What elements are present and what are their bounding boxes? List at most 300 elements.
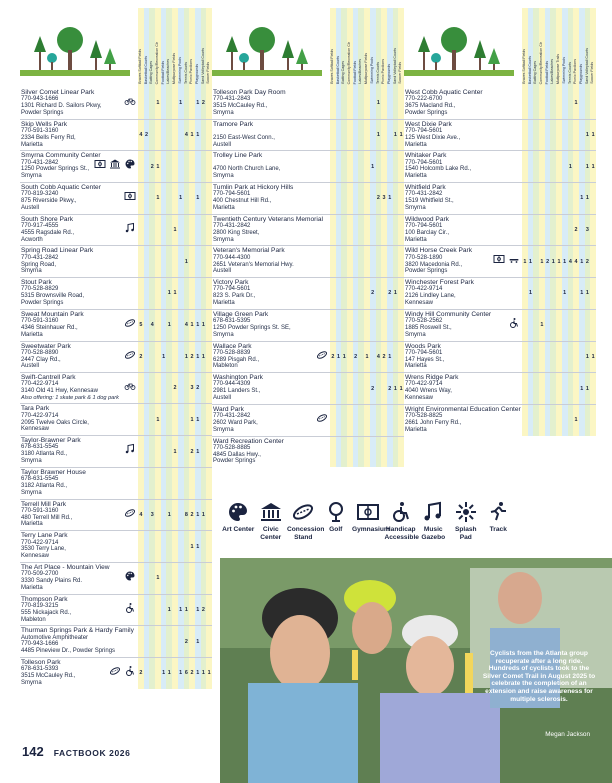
- facility-column-header: [590, 8, 596, 88]
- park-detail: 2800 King Street,: [213, 229, 260, 236]
- park-detail: 770-917-4555: [21, 223, 59, 230]
- park-info: [20, 626, 138, 657]
- amenity-icons: [507, 316, 521, 328]
- facility-count: 1: [341, 342, 347, 373]
- park-info: [20, 120, 138, 151]
- park-detail: Austell: [213, 268, 232, 275]
- park-row: [20, 183, 212, 215]
- facility-count: 2: [585, 246, 591, 277]
- park-detail: Smyrna: [21, 173, 42, 180]
- facility-label: Swimming Pools: [561, 57, 566, 84]
- facility-label: Football Fields: [544, 60, 549, 84]
- park-detail: 555 Nickajack Rd.,: [21, 609, 72, 616]
- facility-count: 1: [393, 373, 399, 404]
- facility-count: [398, 437, 404, 468]
- park-detail: Acworth: [21, 236, 43, 243]
- park-detail: 1885 Roswell St.,: [405, 324, 452, 331]
- music-icon: [123, 442, 137, 454]
- park-row: [212, 278, 404, 310]
- park-detail: Austell: [213, 395, 232, 402]
- golf-icon: [320, 498, 353, 526]
- park-detail: Smyrna: [21, 458, 42, 465]
- facility-label: Braves Softball Fields: [330, 49, 334, 84]
- facility-count: 1: [387, 342, 393, 373]
- park-detail: 770-528-8885: [213, 444, 251, 451]
- facility-counts: [330, 246, 404, 277]
- facility-counts: [138, 500, 212, 531]
- facility-count: 2: [353, 342, 359, 373]
- park-detail: 770-431-2842: [213, 413, 251, 420]
- park-detail: Smyrna: [213, 331, 234, 338]
- facility-label: Swimming Pools: [177, 57, 182, 84]
- facility-count: 2: [189, 500, 195, 531]
- park-name: Village Green Park: [213, 310, 269, 318]
- facility-count: 8: [184, 500, 190, 531]
- amenity-icons: [123, 601, 137, 613]
- legend-label: Golf: [329, 526, 343, 533]
- park-info: [404, 246, 522, 277]
- park-info: [404, 215, 522, 246]
- park-detail: 770-528-2562: [405, 318, 443, 325]
- park-detail: 770-794-5601: [405, 223, 443, 230]
- facility-count: 1: [376, 88, 382, 119]
- legend-label: Art Center: [222, 526, 255, 533]
- facility-label: Tennis Courts: [183, 62, 188, 84]
- park-row: [20, 595, 212, 627]
- park-info: [404, 151, 522, 182]
- legend-label: Splash Pad: [454, 526, 477, 541]
- legend-label: Music Gazebo: [421, 526, 446, 541]
- park-info: [20, 151, 138, 182]
- park-name: Ward Park: [213, 405, 244, 413]
- park-info: [20, 468, 138, 499]
- facility-count: 1: [195, 531, 201, 562]
- facility-counts: [138, 404, 212, 435]
- park-name: Taylor-Brawner Park: [21, 437, 81, 445]
- column-header: [404, 8, 596, 88]
- legend-item: [482, 498, 515, 554]
- facility-count: 2: [370, 278, 376, 309]
- park-detail: Marietta: [405, 141, 427, 148]
- facility-count: 4: [138, 120, 144, 151]
- park-name: Silver Comet Linear Park: [21, 89, 95, 96]
- park-row: [212, 437, 404, 468]
- facility-count: 1: [178, 658, 184, 689]
- park-row: [212, 342, 404, 374]
- facility-count: 1: [184, 342, 190, 373]
- park-info: [20, 310, 138, 341]
- park-detail: [213, 128, 329, 135]
- park-row: [20, 563, 212, 595]
- park-info: [404, 183, 522, 214]
- facility-counts: [330, 183, 404, 214]
- facility-count: 1: [550, 246, 556, 277]
- facility-count: [590, 373, 596, 404]
- facility-count: 1: [579, 373, 585, 404]
- handicap-icon: [507, 316, 521, 328]
- facility-count: 1: [195, 500, 201, 531]
- park-info: [20, 595, 138, 626]
- legend-label: Civic Center: [260, 526, 282, 541]
- park-detail: 2095 Twelve Oaks Circle,: [21, 419, 89, 426]
- park-detail: 770-422-9714: [21, 539, 59, 546]
- facility-counts: [138, 626, 212, 657]
- facility-count: 2: [545, 246, 551, 277]
- facility-count: [590, 310, 596, 341]
- park-row: [212, 373, 404, 405]
- park-detail: 3330 Sandy Plains Rd.: [21, 578, 83, 585]
- facility-count: 1: [189, 404, 195, 435]
- amenity-icons: [123, 506, 137, 518]
- facility-counts: [138, 436, 212, 467]
- facility-counts: [138, 278, 212, 309]
- concession-icon: [123, 348, 137, 360]
- photo-caption: Cyclists from the Atlanta group recuperate after a long ride. Hundreds of cyclists took to the Silver Comet Trail in August 2025 to celebrate the completion of an extension and raise awareness for multiple sclerosis.: [482, 650, 596, 703]
- park-name: Stout Park: [21, 279, 52, 287]
- facility-count: [206, 595, 212, 626]
- facility-count: 1: [585, 151, 591, 182]
- park-detail: 678-631-5395: [213, 318, 251, 325]
- amenity-icons: [123, 348, 137, 360]
- facility-counts: [138, 88, 212, 119]
- park-detail: Marietta: [405, 426, 427, 433]
- facility-count: 1: [161, 658, 167, 689]
- park-name: Winchester Forest Park: [405, 279, 474, 287]
- facility-label: Sand Volleyball Courts: [200, 47, 205, 84]
- splash-icon: [450, 498, 483, 526]
- facility-count: [206, 531, 212, 562]
- park-detail: 3182 Atlanta Rd.,: [21, 482, 68, 489]
- facility-counts: [138, 373, 212, 403]
- facility-counts: [330, 373, 404, 404]
- facility-label: Soccer Fields: [398, 62, 403, 84]
- legend-item: [352, 498, 390, 554]
- facility-count: [590, 215, 596, 246]
- facility-count: 1: [364, 342, 370, 373]
- park-detail: 678-631-5545: [21, 444, 59, 451]
- concession-icon: [315, 411, 329, 423]
- park-detail: Powder Springs: [213, 458, 256, 465]
- park-name: Trolley Line Park: [213, 152, 263, 160]
- column-header: [212, 8, 404, 88]
- facility-label: Multipurpose Fields: [364, 52, 369, 84]
- facility-count: 1: [585, 342, 591, 373]
- facility-count: 3: [149, 500, 155, 531]
- facility-label: Basketball Courts: [143, 55, 148, 84]
- civic-icon: [255, 498, 288, 526]
- park-detail: 4845 Dallas Hwy.,: [213, 451, 261, 458]
- park-name: Wildwood Park: [405, 215, 449, 223]
- park-name: Thurman Springs Park & Hardy Family: [21, 627, 134, 635]
- park-detail: 2651 Veteran's Memorial Hwy.: [213, 261, 294, 268]
- park-info: [404, 373, 522, 404]
- facility-count: 1: [172, 215, 178, 246]
- trees-illustration: [20, 18, 130, 76]
- park-row: [404, 310, 596, 342]
- park-detail: Kennesaw: [405, 300, 434, 307]
- park-detail: 2661 John Ferry Rd.,: [405, 419, 462, 426]
- park-name: Sweetwater Park: [21, 342, 71, 350]
- facility-label: Batting Cages: [341, 61, 346, 84]
- park-detail: Powder Springs: [21, 109, 64, 116]
- park-detail: Smyrna: [405, 204, 426, 211]
- park-detail: 3675 Macland Rd.,: [405, 103, 456, 110]
- park-detail: Kennesaw: [21, 553, 50, 560]
- park-detail: 770-528-8839: [213, 349, 251, 356]
- legend-item: [255, 498, 288, 554]
- concession-icon: [123, 316, 137, 328]
- park-detail: Marietta: [405, 363, 427, 370]
- facility-count: 1: [206, 658, 212, 689]
- facility-counts: [522, 88, 596, 119]
- facility-label: Sand Volleyball Courts: [392, 47, 397, 84]
- facility-count: 1: [166, 310, 172, 341]
- facility-count: 1: [398, 373, 404, 404]
- facility-count: 1: [573, 405, 579, 436]
- park-detail: 4700 North Church Lane,: [213, 166, 281, 173]
- facility-label: Basketball Courts: [335, 55, 340, 84]
- park-detail: 770-431-2842: [213, 223, 251, 230]
- facility-count: 1: [195, 120, 201, 151]
- park-detail: 2150 East-West Conn.,: [213, 134, 275, 141]
- park-row: [404, 120, 596, 152]
- facility-count: 1: [172, 278, 178, 309]
- facility-count: 1: [336, 342, 342, 373]
- facility-count: 1: [195, 310, 201, 341]
- facility-count: 1: [155, 404, 161, 435]
- facility-count: 1: [172, 436, 178, 467]
- facility-count: 2: [172, 373, 178, 403]
- cyclists-photo: [220, 558, 612, 783]
- park-detail: Marietta: [21, 521, 43, 528]
- civic-icon: [108, 157, 122, 169]
- facility-counts: [138, 310, 212, 341]
- park-row: [404, 278, 596, 310]
- facility-counts: [522, 183, 596, 214]
- park-name: Tramore Park: [213, 120, 254, 128]
- facility-label: Braves Softball Fields: [138, 49, 142, 84]
- facility-header: [522, 8, 596, 88]
- facility-label: Soccer Fields: [590, 62, 595, 84]
- park-row: [20, 151, 212, 183]
- park-row: [212, 246, 404, 278]
- park-row: [212, 151, 404, 183]
- facility-count: 1: [155, 563, 161, 594]
- park-name: Twentieth Century Veterans Memorial: [213, 215, 323, 223]
- park-name: Wright Environmental Education Center: [405, 405, 521, 413]
- park-row: [20, 626, 212, 658]
- park-info: [212, 120, 330, 151]
- facility-label: Multipurpose Trails: [556, 53, 561, 84]
- park-info: [20, 88, 138, 119]
- park-info: [404, 342, 522, 373]
- park-row: [20, 658, 212, 689]
- facility-label: Batting Cages: [149, 61, 154, 84]
- facility-counts: [138, 658, 212, 689]
- legend-item: [320, 498, 353, 554]
- park-name: Taylor Brawner House: [21, 468, 86, 476]
- park-row: [20, 310, 212, 342]
- page-footer: [22, 744, 130, 759]
- facility-counts: [138, 342, 212, 373]
- park-name: Whitaker Park: [405, 152, 447, 160]
- park-detail: Smyrna: [21, 679, 42, 686]
- park-detail: 770-794-5601: [405, 349, 443, 356]
- park-detail: Smyrna: [21, 268, 42, 275]
- park-info: [212, 405, 330, 436]
- amenity-icons: [93, 157, 137, 169]
- park-row: [212, 183, 404, 215]
- park-info: [212, 88, 330, 119]
- park-info: [20, 500, 138, 531]
- trees-illustration: [404, 18, 514, 76]
- park-detail: Smyrna: [21, 489, 42, 496]
- park-detail: Marietta: [405, 236, 427, 243]
- park-name: Woods Park: [405, 342, 441, 350]
- facility-counts: [138, 531, 212, 562]
- column-header: [20, 8, 212, 88]
- amenity-icons: [123, 221, 137, 233]
- park-name: Windy Hill Community Center: [405, 310, 492, 318]
- facility-label: Playgrounds: [386, 64, 391, 84]
- park-detail: Mableton: [21, 616, 46, 623]
- facility-count: 1: [398, 120, 404, 151]
- park-detail: 400 Chestnut Hill Rd.,: [213, 198, 272, 205]
- park-detail: 770-794-5601: [213, 191, 251, 198]
- park-detail: 125 West Dixie Ave.,: [405, 134, 461, 141]
- park-detail: 770-943-1666: [21, 96, 59, 103]
- facility-count: 1: [201, 500, 207, 531]
- facility-counts: [522, 342, 596, 373]
- park-detail: 100 Barclay Cir.,: [405, 229, 450, 236]
- facility-count: 2: [138, 342, 144, 373]
- facility-counts: [522, 373, 596, 404]
- park-detail: Automotive Amphitheater: [21, 634, 89, 641]
- facility-count: [206, 626, 212, 657]
- track-icon: [482, 498, 515, 526]
- park-row: [20, 436, 212, 468]
- park-detail: 4346 Steinhauer Rd.,: [21, 324, 78, 331]
- facility-count: 1: [539, 310, 545, 341]
- facility-count: [590, 246, 596, 277]
- park-detail: Spring Road,: [21, 261, 57, 268]
- facility-count: 5: [138, 310, 144, 341]
- facility-count: 2: [573, 215, 579, 246]
- facility-counts: [330, 437, 404, 468]
- park-name: Veteran's Memorial Park: [213, 247, 285, 255]
- park-detail: 3140 Old 41 Hwy, Kennesaw: [21, 388, 98, 395]
- facility-count: 1: [201, 658, 207, 689]
- concession-icon: [123, 506, 137, 518]
- park-detail: 770-431-2842: [21, 159, 59, 166]
- park-detail: Kennesaw: [21, 426, 50, 433]
- facility-counts: [522, 278, 596, 309]
- facility-count: 1: [528, 246, 534, 277]
- facility-count: 1: [189, 120, 195, 151]
- facility-count: 2: [330, 342, 336, 373]
- park-column-2: [212, 8, 404, 467]
- park-name: Wallace Park: [213, 342, 252, 350]
- facility-count: 1: [195, 595, 201, 626]
- park-name: Washington Park: [213, 374, 263, 382]
- book-title: FACTBOOK 2026: [53, 748, 131, 758]
- facility-count: 1: [189, 310, 195, 341]
- facility-count: [590, 278, 596, 309]
- park-detail: 3515 McCauley Rd.,: [213, 103, 268, 110]
- park-detail: 1540 Holcomb Lake Rd.,: [405, 166, 472, 173]
- facility-count: 4: [184, 120, 190, 151]
- facility-header: [330, 8, 404, 88]
- park-name: Whitfield Park: [405, 184, 446, 192]
- art-icon: [222, 498, 255, 526]
- facility-count: 1: [155, 183, 161, 214]
- park-info: [20, 373, 138, 403]
- park-detail: Smyrna: [213, 109, 234, 116]
- park-row: [20, 215, 212, 247]
- park-info: [212, 310, 330, 341]
- facility-count: 2: [149, 151, 155, 182]
- facility-count: 2: [201, 88, 207, 119]
- park-detail: Marietta: [21, 331, 43, 338]
- facility-count: 3: [381, 183, 387, 214]
- park-info: [404, 278, 522, 309]
- facility-count: 1: [562, 278, 568, 309]
- gym-icon: [123, 189, 137, 201]
- park-row: [20, 88, 212, 120]
- facility-label: Lakes/Beaches: [550, 59, 555, 84]
- legend-item: [385, 498, 418, 554]
- park-detail: Kennesaw: [405, 395, 434, 402]
- park-detail: Marietta: [21, 584, 43, 591]
- park-info: [20, 342, 138, 373]
- facility-count: 1: [539, 246, 545, 277]
- park-detail: 770-794-5601: [405, 159, 443, 166]
- facility-counts: [330, 120, 404, 151]
- park-name: Skip Wells Park: [21, 120, 68, 128]
- facility-label: Lakes/Beaches: [358, 59, 363, 84]
- park-detail: 2126 Lindley Lane,: [405, 293, 456, 300]
- facility-count: 4: [138, 500, 144, 531]
- park-name: Victory Park: [213, 279, 249, 287]
- park-row: [212, 310, 404, 342]
- amenity-icons: [123, 94, 137, 106]
- park-detail: 770-794-5601: [405, 127, 443, 134]
- legend-label: Track: [489, 526, 507, 533]
- facility-count: 2: [189, 436, 195, 467]
- facility-counts: [138, 120, 212, 151]
- park-row: [404, 405, 596, 436]
- music-icon: [417, 498, 450, 526]
- facility-count: 2: [376, 183, 382, 214]
- park-name: Terrell Mill Park: [21, 500, 67, 508]
- legend-label: Handicap Accessible: [384, 526, 419, 541]
- park-detail: Mableton: [213, 363, 238, 370]
- facility-count: 4: [149, 310, 155, 341]
- park-detail: 770-528-8825: [405, 413, 443, 420]
- facility-label: Football Fields: [160, 60, 165, 84]
- facility-count: 4: [376, 342, 382, 373]
- facility-count: 1: [166, 658, 172, 689]
- park-detail: 2447 Clay Rd.,: [21, 356, 61, 363]
- park-detail: Powder Springs: [21, 300, 64, 307]
- park-detail: 770-943-1666: [21, 641, 59, 648]
- park-detail: 770-944-4309: [213, 381, 251, 388]
- park-info: [20, 183, 138, 214]
- facility-count: 1: [201, 310, 207, 341]
- facility-count: 1: [161, 342, 167, 373]
- legend-item: [222, 498, 255, 554]
- park-row: [20, 468, 212, 500]
